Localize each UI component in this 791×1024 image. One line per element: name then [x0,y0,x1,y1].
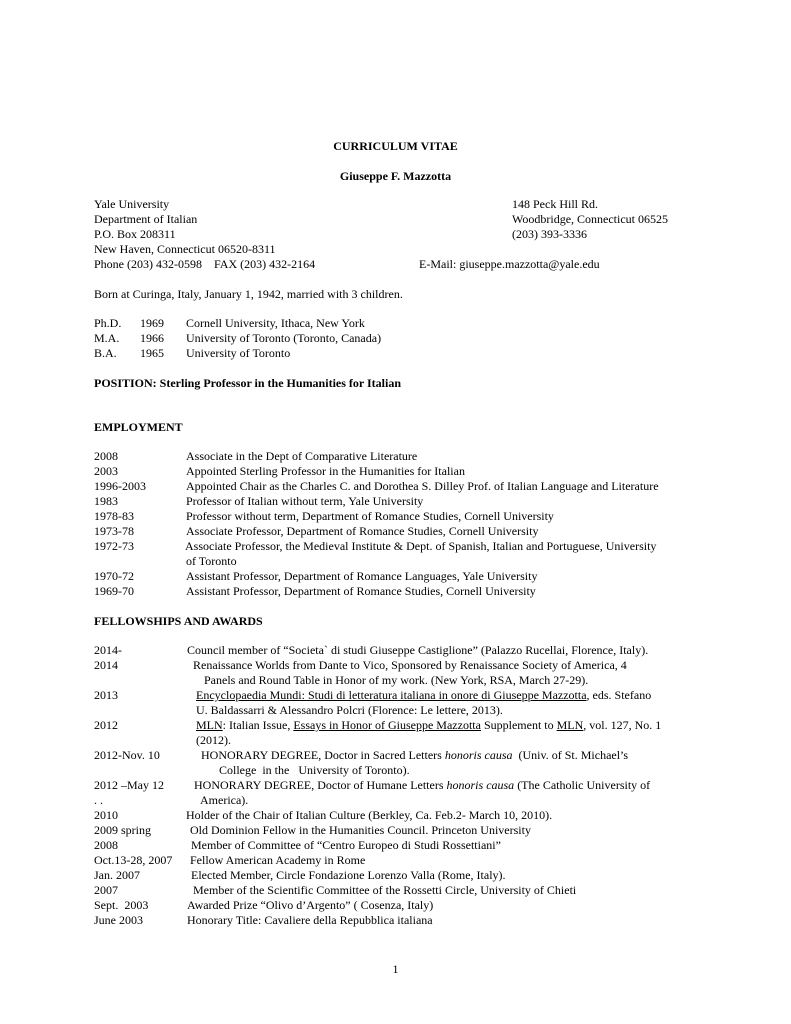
fellowship-text-part: HONORARY DEGREE, Doctor in Sacred Letters [201,748,445,762]
fellowship-row-continued [94,703,714,718]
book-title: Essays in Honor of Giuseppe Mazzotta [293,718,481,732]
fellowship-text [201,748,628,763]
employment-year: 1978-83 [94,509,134,523]
fellowship-text-part: , vol. 127, No. 1 [583,718,662,732]
fellowship-text-part: (The Catholic University of [514,778,651,792]
fellowships-heading: FELLOWSHIPS AND AWARDS [94,614,263,628]
fellowship-row [94,658,714,673]
fellowship-row [94,898,714,913]
journal-title: MLN [196,718,223,732]
fellowship-row [94,883,714,898]
degree-type: M.A. [94,331,120,345]
fellowship-text: Member of Committee of “Centro Europeo di Studi Rossettiani” [191,838,501,852]
employment-row [94,449,714,464]
fellowship-year: 2012 –May 12 [94,778,164,792]
employment-row [94,539,714,554]
fellowship-row-continued [94,793,714,808]
fellowship-text-part: Supplement to [480,718,557,732]
fellowship-row [94,838,714,853]
fellowship-text: Awarded Prize “Olivo d’Argento” ( Cosenza, Italy) [187,898,434,912]
fellowship-year: June 2003 [94,913,143,927]
fellowship-text-rest: , eds. Stefano [586,688,652,702]
fellowship-row [94,748,714,763]
fellowship-row [94,853,714,868]
employment-text: of Toronto [186,554,237,568]
fellowship-text: Panels and Round Table in Honor of my work. (New York, RSA, March 27-29). [204,673,589,687]
fellowship-text-part: : Italian Issue, [222,718,294,732]
fellowship-row [94,913,714,928]
fellowship-row-continued [94,733,714,748]
address-line: Woodbridge, Connecticut 06525 [512,212,669,226]
address-line: Department of Italian [94,212,198,226]
degree-row [94,346,694,361]
journal-title: MLN [556,718,584,732]
employment-heading: EMPLOYMENT [94,420,183,434]
fellowship-year: 2008 [94,838,118,852]
employment-year: 1973-78 [94,524,134,538]
fellowship-year: 2007 [94,883,118,897]
position-heading: POSITION: Sterling Professor in the Humanities for Italian [94,376,402,390]
address-right [512,197,668,242]
address-line: New Haven, Connecticut 06520-8311 [94,242,276,256]
fellowship-row [94,643,714,658]
fellowship-text: Renaissance Worlds from Dante to Vico, Sponsored by Renaissance Society of America, 4 [193,658,627,672]
fellowship-text: Old Dominion Fellow in the Humanities Council. Princeton University [190,823,531,837]
fellowship-text [194,778,650,793]
employment-year: 1996-2003 [94,479,146,493]
address-line: P.O. Box 208311 [94,227,176,241]
employment-row [94,479,714,494]
degree-institution: University of Toronto (Toronto, Canada) [186,331,382,345]
fellowship-row [94,808,714,823]
degree-institution: Cornell University, Ithaca, New York [186,316,365,330]
employment-text: Professor of Italian without term, Yale University [186,494,424,508]
fellowship-text: (2012). [196,733,231,747]
fellowship-year: 2012 [94,718,118,732]
address-line: (203) 393-3336 [512,227,587,241]
page-number: 1 [392,962,399,976]
fellowship-text [196,718,661,733]
document-title: CURRICULUM VITAE [333,139,458,153]
degree-type: B.A. [94,346,117,360]
fellowship-year: 2013 [94,688,118,702]
fellowship-row [94,778,714,793]
fellowship-year: . . [94,793,103,807]
latin-phrase: honoris causa [444,748,513,762]
employment-row [94,464,714,479]
fellowship-text [196,688,651,703]
employment-row [94,524,714,539]
latin-phrase: honoris causa [446,778,515,792]
author-name: Giuseppe F. Mazzotta [339,169,452,183]
fellowship-text: Fellow American Academy in Rome [190,853,366,867]
degree-type: Ph.D. [94,316,122,330]
fellowship-text: Holder of the Chair of Italian Culture (Berkley, Ca. Feb.2- March 10, 2010). [186,808,553,822]
fellowship-text: College in the University of Toronto). [219,763,410,777]
fellowships-list [94,643,714,928]
fellowship-year: 2012-Nov. 10 [94,748,160,762]
employment-row [94,569,714,584]
fellowship-year: Oct.13-28, 2007 [94,853,173,867]
birth-info: Born at Curinga, Italy, January 1, 1942, married with 3 children. [94,287,403,301]
degrees-list [94,316,694,361]
address-left [94,197,315,272]
employment-year: 2003 [94,464,118,478]
fellowship-text: Council member of “Societa` di studi Giuseppe Castiglione” (Palazzo Rucellai, Florence, Italy). [187,643,649,657]
employment-text: Assistant Professor, Department of Romance Languages, Yale University [186,569,538,583]
fellowship-text: America). [200,793,249,807]
fellowship-year: 2014- [94,643,122,657]
fellowship-row [94,718,714,733]
fellowship-year: Jan. 2007 [94,868,140,882]
employment-row [94,509,714,524]
employment-text: Appointed Chair as the Charles C. and Dorothea S. Dilley Prof. of Italian Language and Literature [186,479,659,493]
employment-text: Professor without term, Department of Romance Studies, Cornell University [186,509,554,523]
employment-list [94,449,714,599]
fellowship-row-continued [94,673,714,688]
degree-year: 1965 [140,346,164,360]
fellowship-year: 2009 spring [94,823,151,837]
degree-row [94,331,694,346]
fellowship-text: Honorary Title: Cavaliere della Repubblica italiana [187,913,433,927]
employment-text: Associate Professor, Department of Romance Studies, Cornell University [186,524,539,538]
employment-text: Assistant Professor, Department of Romance Studies, Cornell University [186,584,536,598]
fellowship-year: Sept. 2003 [94,898,149,912]
fellowship-text: Elected Member, Circle Fondazione Lorenzo Valla (Rome, Italy). [191,868,506,882]
employment-text: Associate Professor, the Medieval Institute & Dept. of Spanish, Italian and Portuguese, University [185,539,657,553]
employment-row [94,494,714,509]
address-line: Yale University [94,197,170,211]
fellowship-row [94,868,714,883]
employment-year: 2008 [94,449,118,463]
employment-year: 1972-73 [94,539,134,553]
employment-year: 1969-70 [94,584,134,598]
degree-year: 1966 [140,331,164,345]
email-line: E-Mail: giuseppe.mazzotta@yale.edu [419,257,600,271]
employment-text: Associate in the Dept of Comparative Literature [186,449,418,463]
degree-row [94,316,694,331]
employment-row-continued [94,554,714,569]
fellowship-text-part: (Univ. of St. Michael’s [512,748,629,762]
employment-year: 1970-72 [94,569,134,583]
fellowship-text: Member of the Scientific Committee of the Rossetti Circle, University of Chieti [193,883,577,897]
fellowship-text: U. Baldassarri & Alessandro Polcri (Florence: Le lettere, 2013). [196,703,503,717]
fellowship-row-continued [94,763,714,778]
fellowship-year: 2010 [94,808,118,822]
fellowship-row [94,688,714,703]
fellowship-year: 2014 [94,658,118,672]
fellowship-text-part: HONORARY DEGREE, Doctor of Humane Letters [194,778,447,792]
degree-institution: University of Toronto [186,346,291,360]
book-title: Encyclopaedia Mundi: Studi di letteratura italiana in onore di Giuseppe Mazzotta [196,688,587,702]
address-line: 148 Peck Hill Rd. [512,197,598,211]
degree-year: 1969 [140,316,164,330]
phone-fax: Phone (203) 432-0598 FAX (203) 432-2164 [94,257,316,271]
employment-year: 1983 [94,494,118,508]
employment-text: Appointed Sterling Professor in the Humanities for Italian [186,464,465,478]
employment-row [94,584,714,599]
fellowship-row [94,823,714,838]
